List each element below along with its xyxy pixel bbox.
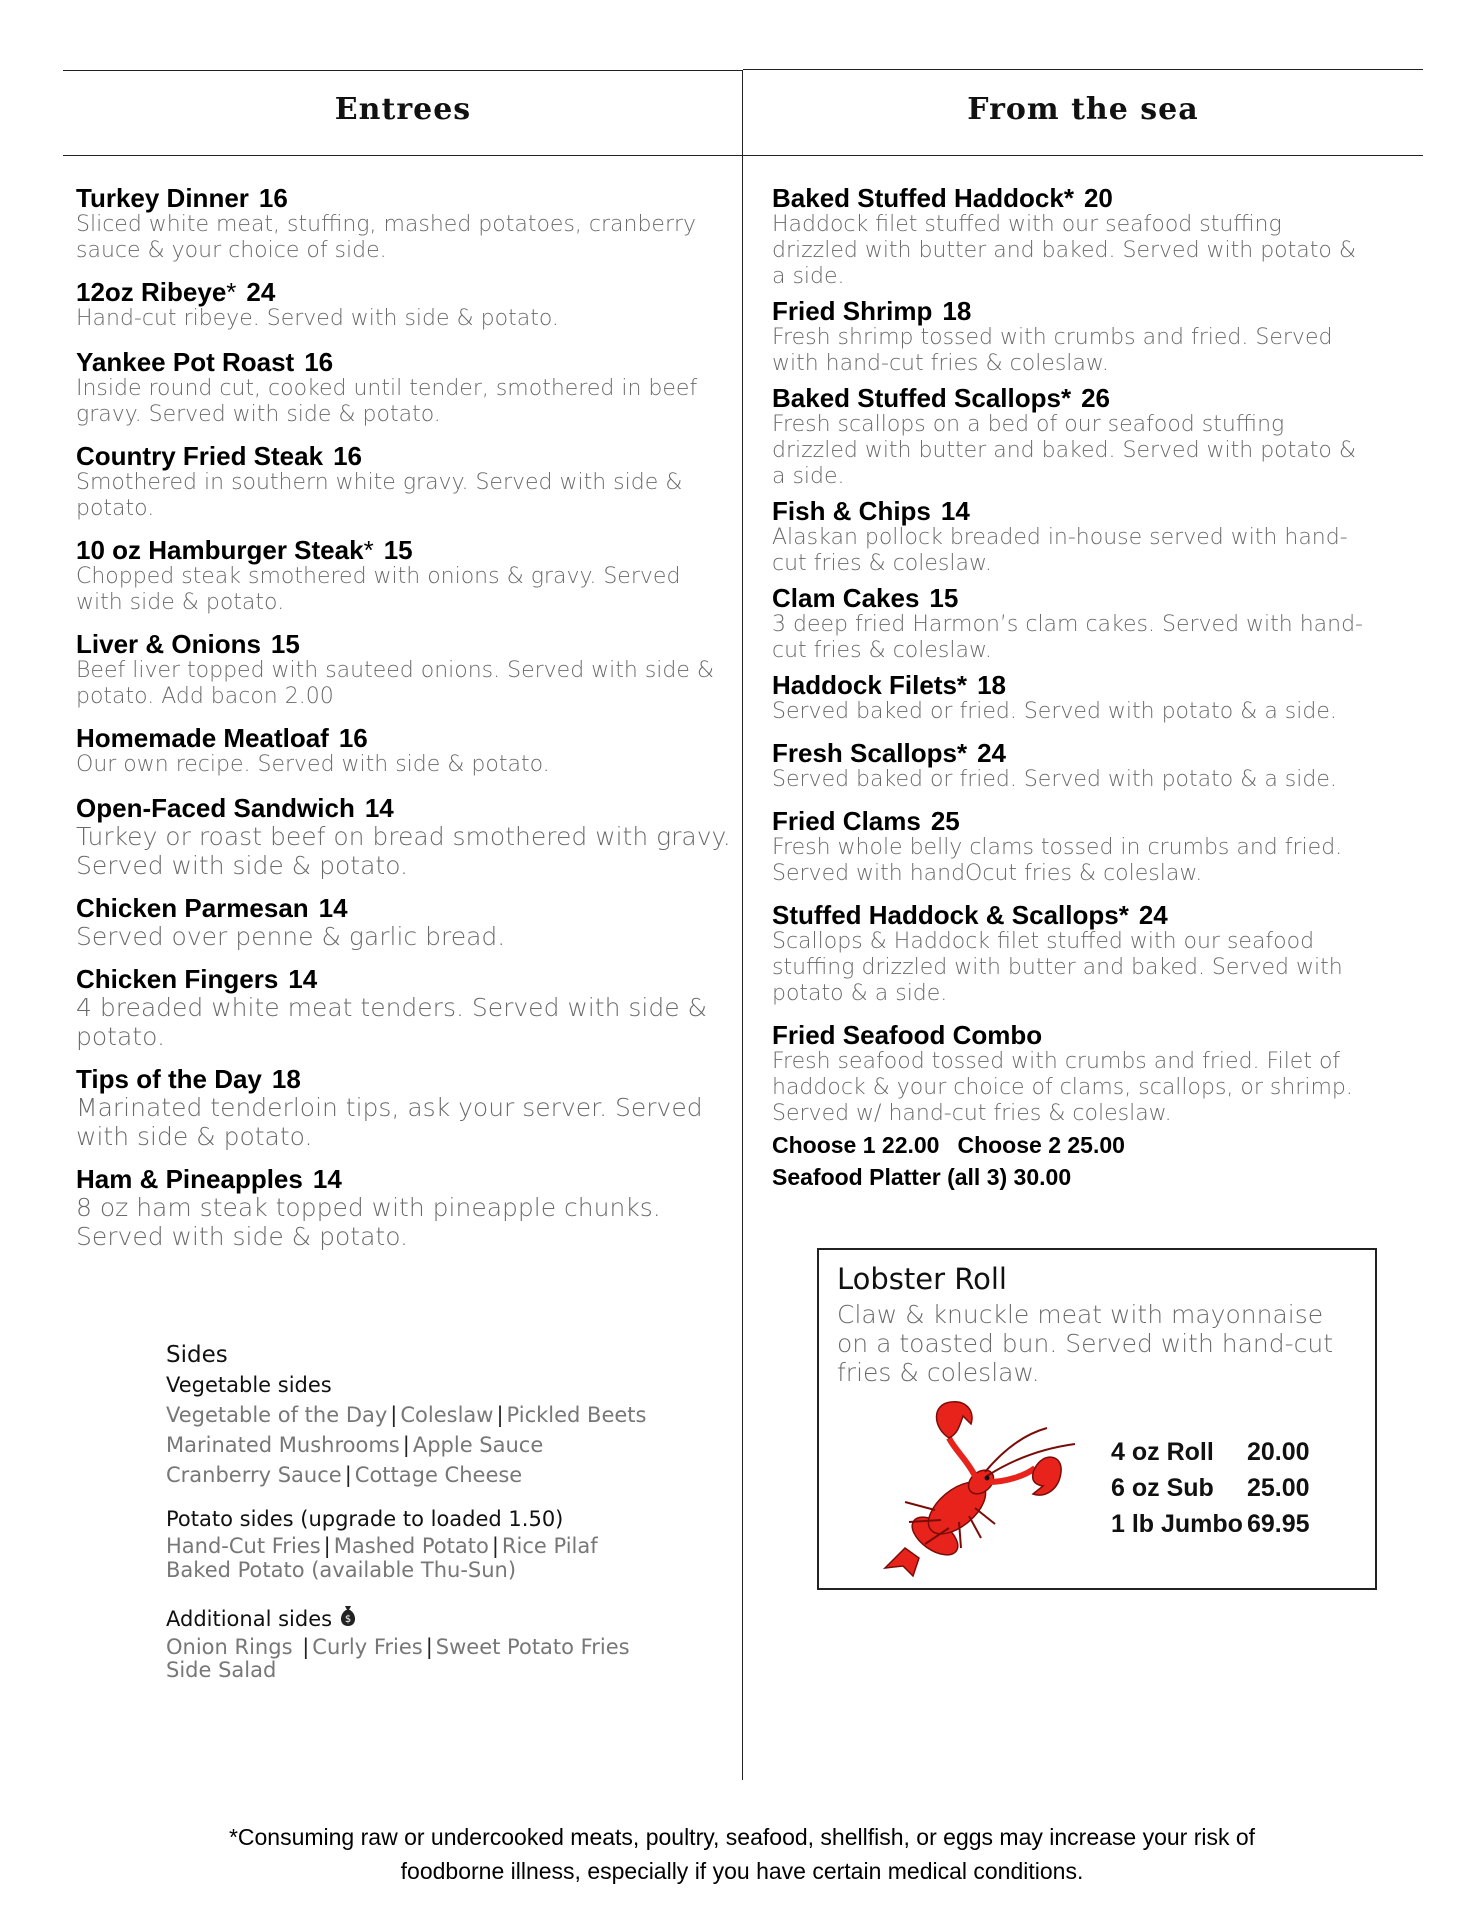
separator: | <box>344 1463 352 1487</box>
entree-name: 10 oz Hamburger Steak <box>76 535 364 565</box>
side-option: Hand-Cut Fries <box>166 1534 321 1558</box>
lobster-roll-description: Claw & knuckle meat with mayonnaise on a toasted bun. Served with hand-cut fries & coleslaw. <box>837 1300 1334 1387</box>
separator: | <box>491 1534 499 1558</box>
entree-name: Yankee Pot Roast <box>76 347 295 377</box>
additional-sides-title <box>166 1604 726 1635</box>
entree-item <box>76 724 731 778</box>
entree-price: 24 <box>246 277 276 307</box>
entree-price: 14 <box>312 1164 342 1194</box>
seafood-description: Alaskan pollock breaded in-house served with hand-cut fries & coleslaw. <box>772 525 1348 576</box>
lobster-roll-box <box>817 1248 1377 1590</box>
side-option: Pickled Beets <box>506 1403 647 1427</box>
seafood-price: 20 <box>1083 183 1113 213</box>
seafood-item <box>772 384 1372 490</box>
side-option: Baked Potato (available Thu-Sun) <box>166 1558 517 1582</box>
side-option: Onion Rings <box>166 1635 300 1659</box>
combo-choice-prices <box>772 1129 1372 1161</box>
lobster-price: 20.00 <box>1247 1438 1310 1466</box>
entree-description: Served over penne & garlic bread. <box>76 922 506 951</box>
seafood-description: Fresh seafood tossed with crumbs and fried. Filet of haddock & your choice of clams, scallops, or shrimp. Served w/ hand-cut fries & coleslaw. <box>772 1049 1353 1126</box>
entree-description: Chopped steak smothered with onions & gravy. Served with side & potato. <box>76 564 681 615</box>
lobster-roll-title: Lobster Roll <box>837 1262 1007 1296</box>
seafood-description: Fresh scallops on a bed of our seafood stuffing drizzled with butter and baked. Served with potato & a side. <box>772 412 1356 489</box>
entrees-column <box>76 184 731 1251</box>
entree-item <box>76 278 731 332</box>
seafood-name: Haddock Filets* <box>772 670 968 700</box>
vegetable-sides-title: Vegetable sides <box>166 1373 332 1397</box>
seafood-description: Scallops & Haddock filet stuffed with our seafood stuffing drizzled with butter and baked. Served with potato & a side. <box>772 929 1343 1006</box>
seafood-price: 18 <box>977 670 1006 700</box>
seafood-platter-price: Seafood Platter (all 3) 30.00 <box>772 1164 1072 1190</box>
entree-name: Homemade Meatloaf <box>76 723 329 753</box>
entree-item <box>76 794 731 880</box>
separator: | <box>390 1403 398 1427</box>
seafood-price: 24 <box>977 738 1006 768</box>
entree-price: 15 <box>270 629 300 659</box>
entree-price: 14 <box>288 964 318 994</box>
lobster-icon <box>875 1398 1085 1582</box>
vegetable-sides-line <box>166 1430 726 1460</box>
entree-description: Turkey or roast beef on bread smothered with gravy. Served with side & potato. <box>76 822 731 880</box>
seafood-price: 26 <box>1081 383 1110 413</box>
entree-price: 16 <box>304 347 334 377</box>
side-option: Cottage Cheese <box>354 1463 523 1487</box>
advisory-line-2: foodborne illness, especially if you have certain medical conditions. <box>400 1858 1084 1884</box>
entree-description: Smothered in southern white gravy. Served with side & potato. <box>76 470 683 521</box>
side-option: Sweet Potato Fries <box>435 1635 630 1659</box>
seafood-name: Fried Clams <box>772 806 921 836</box>
entree-name: Country Fried Steak <box>76 441 324 471</box>
seafood-item <box>772 671 1372 725</box>
entree-description: 8 oz ham steak topped with pineapple chunks. Served with side & potato. <box>76 1193 661 1251</box>
side-option: Rice Pilaf <box>501 1534 598 1558</box>
separator: | <box>323 1534 331 1558</box>
entree-name: Chicken Parmesan <box>76 893 309 923</box>
entree-description: Sliced white meat, stuffing, mashed potatoes, cranberry sauce & your choice of side. <box>76 212 697 263</box>
lobster-price-row <box>1111 1434 1310 1470</box>
seafood-price: 14 <box>940 496 970 526</box>
seafood-item <box>772 1021 1372 1127</box>
seafood-name: Clam Cakes <box>772 583 920 613</box>
entree-name: Open-Faced Sandwich <box>76 793 355 823</box>
entree-mark: * <box>226 277 237 307</box>
entree-mark: * <box>363 535 374 565</box>
seafood-name: Stuffed Haddock & Scallops* <box>772 900 1129 930</box>
entree-item <box>76 1165 731 1251</box>
seafood-item <box>772 807 1372 887</box>
seafood-price: 24 <box>1138 900 1168 930</box>
from-the-sea-heading: From the sea <box>967 92 1199 127</box>
potato-sides-title: Potato sides (upgrade to loaded 1.50) <box>166 1507 564 1531</box>
seafood-item <box>772 584 1372 664</box>
seafood-description: Fresh whole belly clams tossed in crumbs and fried. Served with handOcut fries & coleslaw. <box>772 835 1343 886</box>
additional-sides-line <box>166 1635 726 1659</box>
seafood-item <box>772 297 1372 377</box>
sides-section <box>166 1340 726 1681</box>
side-option: Curly Fries <box>312 1635 423 1659</box>
money-bag-icon <box>338 1605 358 1635</box>
header-rule <box>63 155 1423 156</box>
seafood-description: Served baked or fried. Served with potato & a side. <box>772 699 1337 724</box>
entree-price: 18 <box>271 1064 301 1094</box>
svg-text:$: $ <box>344 1614 352 1625</box>
vegetable-sides-line <box>166 1460 726 1490</box>
additional-sides-line <box>166 1659 726 1681</box>
seafood-column <box>772 184 1372 1193</box>
seafood-item <box>772 901 1372 1007</box>
seafood-description: Haddock filet stuffed with our seafood stuffing drizzled with butter and baked. Served with potato & a side. <box>772 212 1356 289</box>
top-rule-right <box>743 69 1423 70</box>
lobster-price-row <box>1111 1470 1310 1506</box>
lobster-price: 25.00 <box>1247 1474 1310 1502</box>
seafood-description: Fresh shrimp tossed with crumbs and fried. Served with hand-cut fries & coleslaw. <box>772 325 1333 376</box>
seafood-description: 3 deep fried Harmon’s clam cakes. Served with hand-cut fries & coleslaw. <box>772 612 1363 663</box>
vegetable-sides-line <box>166 1400 726 1430</box>
entree-name: Chicken Fingers <box>76 964 279 994</box>
seafood-name: Fried Seafood Combo <box>772 1020 1043 1050</box>
entrees-heading: Entrees <box>334 92 472 127</box>
potato-sides-line <box>166 1558 726 1582</box>
separator: | <box>425 1635 433 1659</box>
lobster-roll-price-list <box>1111 1434 1310 1542</box>
entree-price: 14 <box>364 793 394 823</box>
seafood-description: Served baked or fried. Served with potato & a side. <box>772 767 1337 792</box>
separator: | <box>402 1433 410 1457</box>
entree-description: Hand-cut ribeye. Served with side & potato. <box>76 306 559 331</box>
entree-item <box>76 894 731 951</box>
entree-name: Ham & Pineapples <box>76 1164 303 1194</box>
seafood-name: Baked Stuffed Scallops* <box>772 383 1072 413</box>
lobster-size: 4 oz Roll <box>1111 1438 1214 1466</box>
seafood-name: Fresh Scallops* <box>772 738 968 768</box>
entree-item <box>76 184 731 264</box>
additional-sides-label: Additional sides <box>166 1607 333 1631</box>
entree-item <box>76 965 731 1051</box>
separator: | <box>496 1403 504 1427</box>
entree-price: 16 <box>258 183 288 213</box>
combo-choose-1: Choose 1 22.00 <box>772 1132 940 1158</box>
seafood-name: Fish & Chips <box>772 496 931 526</box>
top-rule-left <box>63 70 743 71</box>
side-option: Apple Sauce <box>412 1433 544 1457</box>
entree-price: 15 <box>383 535 413 565</box>
seafood-item <box>772 497 1372 577</box>
potato-sides-line <box>166 1534 726 1558</box>
entree-name: Turkey Dinner <box>76 183 249 213</box>
lobster-size: 1 lb Jumbo <box>1111 1510 1243 1538</box>
lobster-size: 6 oz Sub <box>1111 1474 1214 1502</box>
entree-name: Liver & Onions <box>76 629 261 659</box>
advisory-line-1: *Consuming raw or undercooked meats, poultry, seafood, shellfish, or eggs may increase your risk of <box>228 1824 1256 1850</box>
combo-choose-2: Choose 2 25.00 <box>957 1132 1125 1158</box>
seafood-name: Fried Shrimp <box>772 296 933 326</box>
column-divider <box>742 70 743 1780</box>
sides-title: Sides <box>166 1342 228 1368</box>
side-option: Cranberry Sauce <box>166 1463 342 1487</box>
entree-price: 16 <box>333 441 362 471</box>
entree-price: 14 <box>318 893 348 923</box>
seafood-price: 15 <box>929 583 959 613</box>
lobster-price: 69.95 <box>1247 1510 1310 1538</box>
side-option: Vegetable of the Day <box>166 1403 388 1427</box>
side-option: Marinated Mushrooms <box>166 1433 400 1457</box>
lobster-price-row <box>1111 1506 1310 1542</box>
entree-description: Inside round cut, cooked until tender, smothered in beef gravy. Served with side & potato. <box>76 376 698 427</box>
entree-item <box>76 348 731 428</box>
entree-item <box>76 630 731 710</box>
entree-item <box>76 442 731 522</box>
entree-description: Our own recipe. Served with side & potato. <box>76 752 550 777</box>
seafood-price: 25 <box>930 806 960 836</box>
seafood-price: 18 <box>942 296 972 326</box>
entree-price: 16 <box>338 723 368 753</box>
entree-name: 12oz Ribeye <box>76 277 227 307</box>
seafood-name: Baked Stuffed Haddock* <box>772 183 1074 213</box>
seafood-item <box>772 739 1372 793</box>
seafood-item <box>772 184 1372 290</box>
consumer-advisory <box>0 1820 1484 1888</box>
side-option: Side Salad <box>166 1658 277 1682</box>
entree-item <box>76 536 731 616</box>
entree-description: Beef liver topped with sauteed onions. Served with side & potato. Add bacon 2.00 <box>76 658 715 709</box>
entree-name: Tips of the Day <box>76 1064 262 1094</box>
side-option: Mashed Potato <box>333 1534 489 1558</box>
entree-description: Marinated tenderloin tips, ask your server. Served with side & potato. <box>76 1093 703 1151</box>
side-option: Coleslaw <box>400 1403 494 1427</box>
separator: | <box>302 1635 310 1659</box>
entree-description: 4 breaded white meat tenders. Served with side & potato. <box>76 993 708 1051</box>
entree-item <box>76 1065 731 1151</box>
